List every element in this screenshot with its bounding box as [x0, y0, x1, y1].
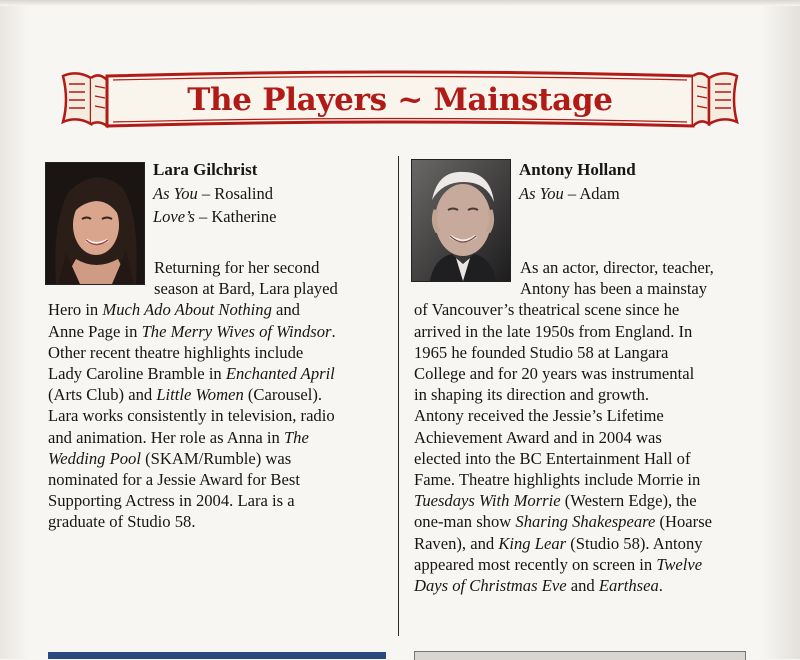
- bio-line: graduate of Studio 58.: [48, 512, 196, 532]
- page-top-edge: [0, 0, 800, 6]
- role-separator: –: [197, 184, 215, 203]
- play-title: Love’s: [153, 207, 195, 226]
- role-line: [153, 184, 273, 204]
- bio-line: Tuesdays With Morrie (Western Edge), the: [414, 491, 697, 511]
- bio-line: Lady Caroline Bramble in Enchanted April: [48, 364, 335, 384]
- play-title: As You: [519, 184, 564, 203]
- bio-line: Antony received the Jessie’s Lifetime: [414, 406, 664, 426]
- bio-line: nominated for a Jessie Award for Best: [48, 470, 300, 490]
- bio-line: Anne Page in The Merry Wives of Windsor.: [48, 321, 336, 341]
- bio-line: Returning for her second: [154, 258, 320, 277]
- character-name: Katherine: [211, 207, 277, 226]
- character-name: Adam: [579, 184, 620, 203]
- bio-antony-holland: [414, 257, 714, 596]
- bio-line: season at Bard, Lara played: [154, 279, 338, 299]
- bio-line: of Vancouver’s theatrical scene since he: [414, 300, 680, 320]
- role-separator: –: [194, 207, 212, 226]
- bio-line: Raven), and King Lear (Studio 58). Antony: [414, 533, 703, 553]
- bio-line: Days of Christmas Eve and Earthsea.: [414, 576, 663, 596]
- role-line: [153, 207, 276, 227]
- bio-line: Hero in Much Ado About Nothing and: [48, 300, 300, 320]
- bio-line: (Arts Club) and Little Women (Carousel).: [48, 385, 323, 405]
- bio-lara-gilchrist: [48, 257, 338, 533]
- bio-line: and animation. Her role as Anna in The: [48, 427, 309, 447]
- bio-line: in shaping its direction and growth.: [414, 385, 650, 405]
- next-section-edge-left: [48, 652, 386, 659]
- bio-line: Other recent theatre highlights include: [48, 342, 304, 362]
- bio-line: Lara works consistently in television, radio: [48, 406, 335, 426]
- bio-line: Wedding Pool (SKAM/Rumble) was: [48, 448, 292, 468]
- bio-line: Antony has been a mainstay: [520, 279, 708, 299]
- column-divider: [398, 156, 399, 636]
- bio-line: arrived in the late 1950s from England. In: [414, 321, 693, 341]
- bio-line: one-man show Sharing Shakespeare (Hoarse: [414, 512, 713, 532]
- bio-line: As an actor, director, teacher,: [520, 258, 714, 277]
- bio-line: 1965 he founded Studio 58 at Langara: [414, 342, 669, 362]
- player-name: Antony Holland: [519, 160, 636, 179]
- role-line: [519, 184, 620, 204]
- page-title: The Players ~ Mainstage: [187, 82, 613, 118]
- character-name: Rosalind: [214, 184, 273, 203]
- bio-line: appeared most recently on screen in Twelve: [414, 554, 703, 574]
- bio-line: Supporting Actress in 2004. Lara is a: [48, 491, 295, 511]
- role-separator: –: [563, 184, 580, 203]
- bio-line: College and for 20 years was instrumental: [414, 364, 695, 384]
- bio-line: Fame. Theatre highlights include Morrie in: [414, 470, 701, 490]
- bio-line: elected into the BC Entertainment Hall of: [414, 448, 691, 468]
- play-title: As You: [153, 184, 198, 203]
- player-name: Lara Gilchrist: [153, 160, 258, 179]
- bio-line: Achievement Award and in 2004 was: [414, 427, 662, 447]
